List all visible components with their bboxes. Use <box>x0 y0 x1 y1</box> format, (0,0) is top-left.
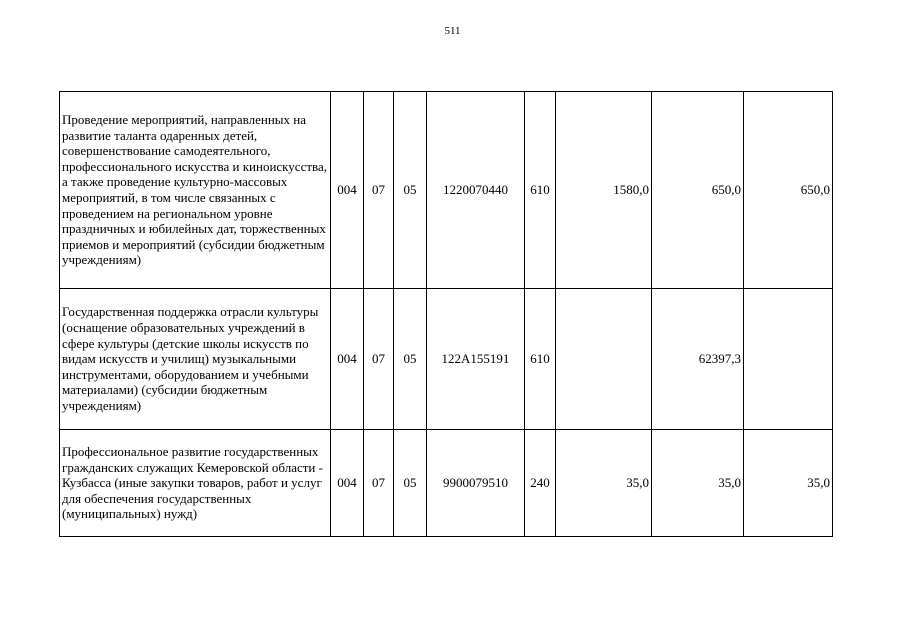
amount-year-2: 35,0 <box>652 430 744 537</box>
target-article-code: 1220070440 <box>427 92 525 289</box>
target-article-code: 122А155191 <box>427 289 525 430</box>
amount-year-1 <box>556 289 652 430</box>
amount-year-3: 650,0 <box>744 92 833 289</box>
table-row <box>60 92 833 289</box>
table-row <box>60 289 833 430</box>
ministry-code: 004 <box>331 430 364 537</box>
amount-year-1: 35,0 <box>556 430 652 537</box>
section-code: 07 <box>364 289 394 430</box>
subsection-code: 05 <box>394 289 427 430</box>
target-article-code: 9900079510 <box>427 430 525 537</box>
expense-description: Проведение мероприятий, направленных на развитие таланта одаренных детей, совершенствование самодеятельного, профессионального искусства и киноискусства, а также проведение культурно-массовых мероприятий, в том числе связанных с проведением на региональном уровне праздничных и юбилейных дат, торжественных приемов и мероприятий (субсидии бюджетным учреждениям) <box>60 92 331 289</box>
expense-description: Профессиональное развитие государственных гражданских служащих Кемеровской области - Кузбасса (иные закупки товаров, работ и услуг для обеспечения государственных (муниципальных) нужд) <box>60 430 331 537</box>
amount-year-3 <box>744 289 833 430</box>
amount-year-2: 650,0 <box>652 92 744 289</box>
budget-table <box>59 91 833 537</box>
amount-year-2: 62397,3 <box>652 289 744 430</box>
subsection-code: 05 <box>394 92 427 289</box>
amount-year-1: 1580,0 <box>556 92 652 289</box>
expense-type-code: 610 <box>525 92 556 289</box>
subsection-code: 05 <box>394 430 427 537</box>
expense-type-code: 240 <box>525 430 556 537</box>
page-number: 511 <box>444 25 461 37</box>
table-row <box>60 430 833 537</box>
section-code: 07 <box>364 430 394 537</box>
expense-type-code: 610 <box>525 289 556 430</box>
expense-description: Государственная поддержка отрасли культуры (оснащение образовательных учреждений в сфере культуры (детские школы искусств по видам искусств и училищ) музыкальными инструментами, оборудованием и учебными материалами) (субсидии бюджетным учреждениям) <box>60 289 331 430</box>
section-code: 07 <box>364 92 394 289</box>
ministry-code: 004 <box>331 92 364 289</box>
ministry-code: 004 <box>331 289 364 430</box>
amount-year-3: 35,0 <box>744 430 833 537</box>
